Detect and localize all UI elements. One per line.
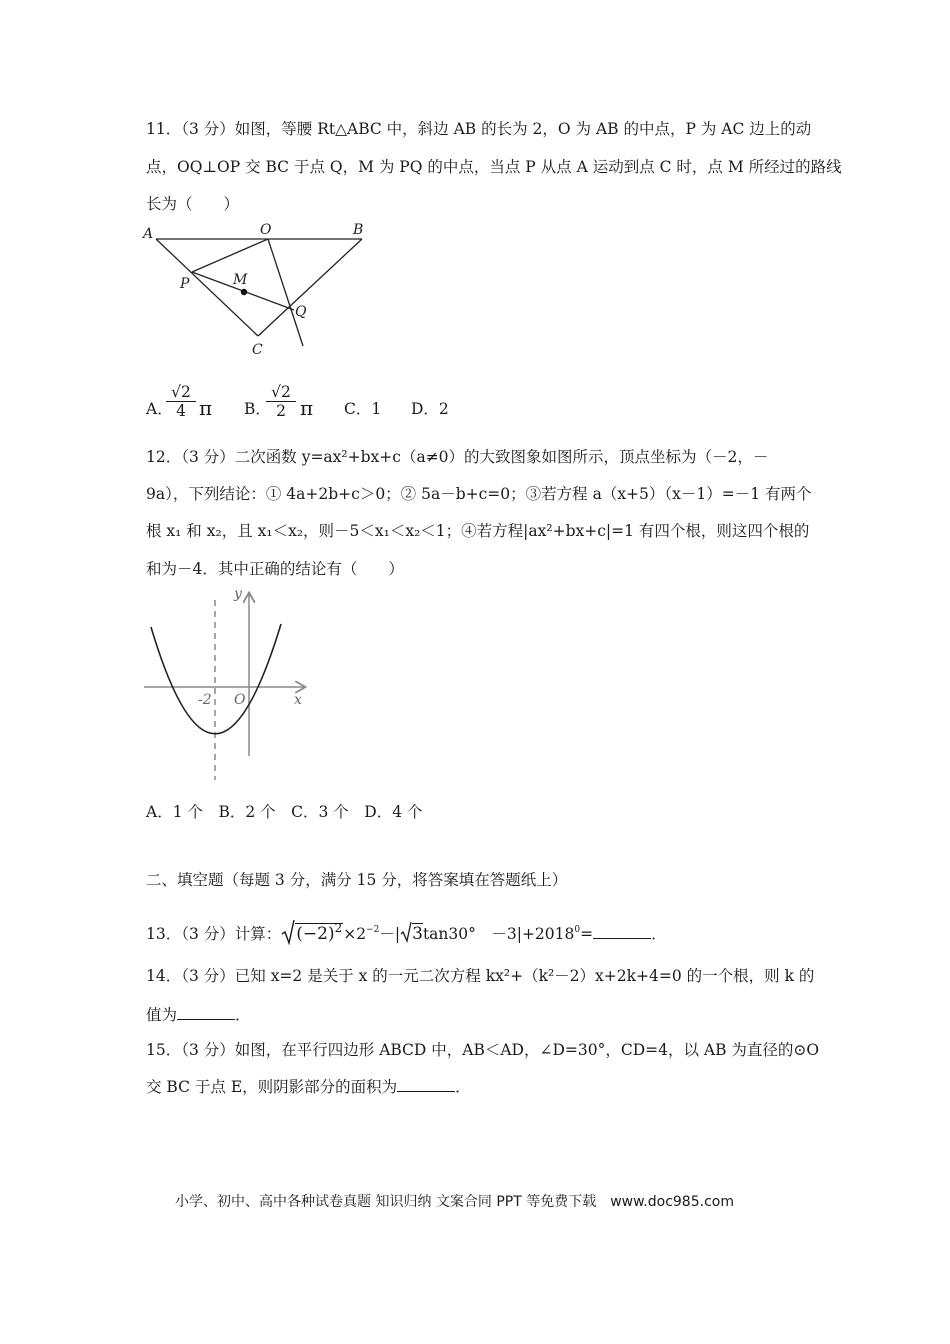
label-y: y: [234, 586, 242, 602]
q14-line-2: [146, 1003, 251, 1025]
q11-option-b-label: B．: [244, 400, 271, 418]
footer-text: 小学、初中、高中各种试卷真题 知识归纳 文案合同 PPT 等免费下载 www.doc985.com: [175, 1194, 734, 1210]
q13-after-exponent: －|: [379, 925, 401, 943]
radical-sign-icon: [281, 919, 295, 945]
segment-bc: [258, 239, 362, 336]
label-b: B: [353, 222, 364, 238]
q15-line-2-end: ．: [455, 1078, 471, 1096]
q13-prefix: 13．（3 分）计算：: [146, 925, 282, 943]
q13-radicand-exponent: 2: [334, 921, 343, 935]
q12-parabola-figure: [138, 584, 318, 784]
q11-option-c: C．1: [344, 400, 382, 418]
point-m: [241, 289, 247, 295]
q13-exponent: −2: [366, 925, 380, 935]
q11-line-3: 长为（ ）: [146, 195, 240, 213]
q13-equals: =: [580, 925, 594, 943]
q14-line-2-prefix: 值为: [146, 1006, 178, 1024]
label-neg2: -2: [198, 692, 212, 708]
q11-option-b-denominator: 2: [276, 402, 286, 420]
label-c: C: [252, 342, 263, 358]
q15-answer-blank[interactable]: [397, 1075, 455, 1092]
label-p: P: [180, 276, 190, 292]
label-m: M: [233, 272, 248, 288]
q11-option-b-pi: π: [300, 396, 314, 420]
q13-sqrt3-radicand: 3: [412, 924, 423, 944]
q13-zero-exponent: 0: [574, 925, 581, 935]
q11-line-2: 点，OQ⊥OP 交 BC 于点 Q，M 为 PQ 的中点，当点 P 从点 A 运动到点 C 时，点 M 所经过的路线: [146, 158, 842, 176]
q12-line-4: 和为－4．其中正确的结论有（ ）: [146, 560, 404, 578]
q12-line-1: 12．（3 分）二次函数 y=ax²+bx+c（a≠0）的大致图象如图所示，顶点坐标为（－2，－: [146, 448, 769, 466]
label-a: A: [143, 226, 154, 242]
q11-option-a-numerator: √2: [166, 383, 196, 402]
q13-sqrt3: [400, 921, 423, 944]
label-o: O: [260, 222, 272, 238]
parabola-curve: [151, 624, 281, 734]
q13-line: [146, 918, 667, 945]
q11-option-a-denominator: 4: [176, 402, 186, 420]
q15-line-1: 15．（3 分）如图，在平行四边形 ABCD 中，AB＜AD，∠D=30°，CD=4，以 AB 为直径的⊙O: [146, 1041, 820, 1059]
q11-triangle-figure: [140, 220, 380, 360]
q11-option-a-fraction: [166, 383, 196, 420]
q15-line-2: [146, 1075, 471, 1097]
q14-line-2-end: ．: [235, 1006, 251, 1024]
q12-line-2: 9a），下列结论：① 4a+2b+c＞0；② 5a－b+c=0；③若方程 a（x+5）（x－1）=－1 有两个: [146, 485, 812, 503]
label-q: Q: [295, 304, 307, 320]
q14-answer-blank[interactable]: [177, 1003, 235, 1020]
segment-oq: [268, 239, 303, 346]
q11-option-d: D．2: [411, 400, 449, 418]
q15-line-2-prefix: 交 BC 于点 E，则阴影部分的面积为: [146, 1078, 398, 1096]
q13-radicand: (−2): [296, 924, 335, 944]
q13-radicand-wrap: [295, 923, 343, 943]
label-origin: O: [234, 692, 246, 708]
q11-option-a-label: A．: [146, 400, 173, 418]
q13-end: ．: [651, 925, 667, 943]
q11-option-b-numerator: √2: [266, 383, 296, 402]
segment-op: [192, 239, 268, 272]
q11-line-1: 11．（3 分）如图，等腰 Rt△ABC 中，斜边 AB 的长为 2，O 为 AB 的中点，P 为 AC 边上的动: [146, 120, 812, 138]
label-x: x: [294, 692, 302, 708]
radical-sign-icon: [400, 921, 412, 943]
q13-answer-blank[interactable]: [593, 922, 651, 939]
q14-line-1: 14．（3 分）已知 x=2 是关于 x 的一元二次方程 kx²+（k²－2）x+2k+4=0 的一个根，则 k 的: [146, 967, 815, 985]
q13-sqrt-expression: [281, 918, 343, 945]
q13-tail: tan30° －3|+2018: [422, 925, 575, 943]
q12-line-3: 根 x₁ 和 x₂，且 x₁＜x₂，则－5＜x₁＜x₂＜1；④若方程|ax²+bx+c|=1 有四个根，则这四个根的: [146, 522, 810, 540]
q11-option-b-fraction: [266, 383, 296, 420]
section-2-heading: 二、填空题（每题 3 分，满分 15 分，将答案填在答题纸上）: [146, 871, 568, 889]
q12-options: A．1 个 B．2 个 C．3 个 D．4 个: [146, 803, 423, 821]
q13-middle: ×2: [343, 925, 367, 943]
q11-option-a-pi: π: [199, 396, 213, 420]
